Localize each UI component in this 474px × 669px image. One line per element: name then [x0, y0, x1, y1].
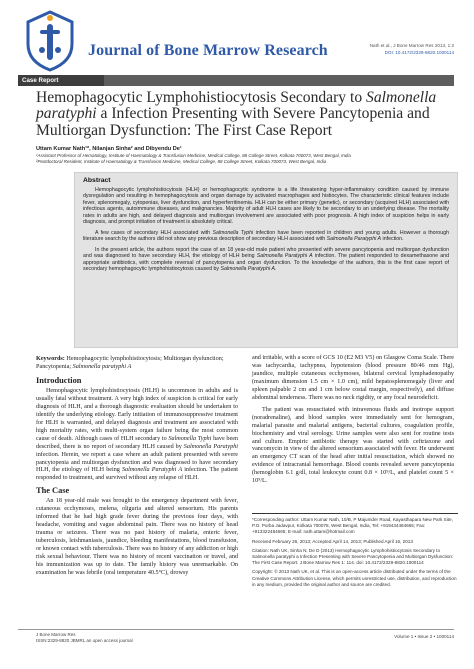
article-dates: Received February 26, 2013; Accepted April 14, 2013; Published April 16, 2013 — [252, 538, 413, 544]
copyright-notice: Copyright: © 2013 Nath UK, et al. This is an open-access article distributed under the terms of the Creative Commons Attribution License, which permits unrestricted use, distribution, and reproduction in any medium, provided the original author and source are credited. — [252, 569, 457, 587]
abstract-paragraph: Hemophagocytic lymphohistiocytosis (HLH) or hemophagocytic syndrome is a life threatening hyper-inflammatory condition caused by immune dysregulation and resulting in hemophagocytosis and organ damage by activated macrophages and histiocytes. The characteristic clinical features include fever, splenomegaly, cytopenias, liver dysfunction, and hyperferritinemia. HLH can be either primary (genetic), or secondary (acquired HLH) associated with infectious agents, autoimmune diseases, and malignancies. Majority of adult HLH cases are likely to be secondary to an underlying disease. The mortality rates in adults are high, and delayed diagnosis and multiorgan involvement are associated with poor prognosis. A high index of suspicion helps in early diagnosis, and prompt initiation of treatment is absolutely critical. — [83, 187, 449, 226]
title-part: a Infection Presenting with Severe Pancytopenia and Multiorgan Dysfunction: The First Case Report — [36, 105, 430, 139]
text-run: infection. The patient responded to dexamethasone and appropriate antibiotics, with complete reversal of pancytopenia and organ dysfunction. To the knowledge of the authors, this is the first case report of secondary hemophagocytic lymphohistiocytosis caused by — [83, 253, 449, 272]
body-paragraph: The patient was resuscitated with intravenous fluids and inotrope support (noradrenaline), and blood samples were immediately sent for hemogram, malarial parasite and malarial antigens, bacterial cultures, coagulation profile, biochemistry and viral serology. Urine samples were also sent for routine tests and culture. Empiric antibiotic therapy was started with ceftriaxone and vancomycin in view of the altered sensorium associated with fever. He underwent an emergency CT scan of the head after initial resuscitation, which showed no evidence of intracranial hemorrhage. Blood counts revealed severe pancytopenia (hemoglobin 6.1 g/dl, total leukocyte count 0.8 × 10⁹/L, and platelet count 5 × 10⁹/L. — [252, 406, 454, 485]
text-italic: Salmonella Paratyphi — [183, 443, 238, 450]
text-italic: Salmonella Typhi — [212, 229, 254, 236]
section-heading-the-case: The Case — [36, 486, 70, 496]
footer-page-info: Volume 1 • Issue 2 • 1000114 — [394, 634, 454, 639]
body-paragraph — [36, 388, 238, 483]
text-italic: Salmonella Paratyphi A — [256, 253, 313, 260]
affiliation: ²Postdoctoral Resident, Institute of Haematology & Transfusion Medicine, Medical College, 88 College Street, Kolkata 700073, West Bengal, India — [36, 159, 327, 164]
keywords-italic: Salmonella paratyphi A — [72, 363, 132, 370]
text-italic: Salmonella Paratyphi A — [121, 467, 183, 474]
divider — [252, 513, 458, 514]
footer-issn: ISSN:2329-8820 JBMRL an open access journal — [36, 638, 133, 643]
text-run: . — [274, 265, 277, 272]
text-italic: Salmonella Typhi — [168, 435, 212, 442]
keywords-text: Hemophagocytic lymphohistiocytosis; Multiorgan dysfunction; Pancytopenia; — [36, 355, 224, 370]
text-run: A few cases of secondary HLH associated with — [95, 229, 213, 236]
text-italic: Salmonella Paratyphi A — [326, 236, 382, 243]
title-italic: Salmonella paratyphi — [36, 89, 437, 123]
abstract-heading: Abstract — [83, 177, 111, 184]
journal-header — [0, 0, 474, 74]
right-column — [252, 355, 454, 490]
article-type-bar — [18, 75, 454, 86]
citation-box — [370, 42, 454, 56]
author-list: Uttam Kumar Nath¹*, Nilanjan Sinha² and Dibyendu De¹ — [36, 146, 182, 152]
footer-divider — [18, 629, 454, 630]
citation-line: Nath et al., J Bone Marrow Res 2013, 1:2 — [369, 43, 454, 48]
text-italic: Salmonella Paratyphi A — [220, 265, 275, 272]
correspondence-box — [252, 517, 458, 591]
text-run: Hemophagocytic lymphohistiocytosis (HLH) is uncommon in adults and is usually fatal without treatment. A very high index of suspicion is critical for early diagnosis of HLH, and a thorough diagnostic evaluation should be undertaken to identify the underlying etiology. Early initiation of immunosuppressive treatment for HLH is warranted, and delayed diagnosis and treatment are associated with high mortality rates, with multi-system organ failure being the most common cause of death. Although cases of HLH secondary to — [36, 387, 238, 442]
footer-journal-info — [36, 632, 133, 644]
footer-journal-name: J Bone Marrow Res — [36, 632, 76, 637]
body-paragraph: An 18 year-old male was brought to the emergency department with fever, cutaneous ecchymoses, melena, oliguria and altered sensorium. His parents informed that he had high grade fever during the previous four days, with headache, vomiting and vague abdominal pain. There was no history of head trauma or seizures. There was no past history of malaria, enteric fever, tuberculosis, leishmaniasis, jaundice, bleeding manifestations, blood transfusion, or known contact with tuberculosis. There was no history of any addiction or high risk sexual behaviour. There was no history of recent vaccination or travel, and his immunization was up to date. The family history was unremarkable. On examination he was febrile (oral temperature 40.5°C), drowsy — [36, 498, 238, 576]
affiliation: ¹Assistant Professor of Hematology, Institute of Haematology & Transfusion Medicine, Medical College, 88 College Street, Kolkata 700073, West Bengal, India — [36, 153, 351, 158]
doi-link[interactable]: DOI: 10.4172/2329-8820.1000114 — [384, 50, 454, 55]
text-run: infection. The patient responded to treatment, and survived without any relapse of HLH. — [36, 467, 238, 482]
title-part: Hemophagocytic Lymphohistiocytosis Secondary to — [36, 89, 367, 106]
section-heading-introduction: Introduction — [36, 376, 82, 385]
text-run: infection have been reported in children and young adults. However a thorough literature search by the authors did not show any previous description of secondary HLH associated with — [83, 229, 449, 243]
abstract-box — [74, 172, 458, 348]
text-run: infection. Herein, we report a case where an adult patient presented with severe pancytopenia and multiorgan dysfunction and was diagnosed to have secondary HLH, the etiology of HLH being — [36, 451, 238, 474]
text-run: have been described, there is no report of secondary HLH caused by — [36, 435, 238, 450]
abstract-paragraph — [83, 247, 449, 273]
keywords — [36, 355, 236, 371]
abstract-paragraph — [83, 230, 449, 243]
article-title — [36, 90, 466, 139]
journal-logo-icon — [18, 10, 82, 72]
left-column — [36, 375, 238, 582]
text-run: infection. — [381, 236, 404, 243]
article-citation: Citation: Nath UK, Sinha N, De D (2013) Hemophagocytic Lymphohistiocytosis Secondary to Salmonella paratyphi a Infection Presenting with Severe Pancytopenia and Multiorgan Dysfunction: The First Case Report. J Bone Marrow Res 1: 114. doi: 10.4172/2329-8820.1000114 — [252, 547, 454, 566]
keywords-label: Keywords: — [36, 355, 65, 362]
body-paragraph: and irritable, with a score of GCS 10 (E2 M3 V5) on Glasgow Coma Scale. There was tachycardia, tachypnea, hypotension (blood pressure 80/46 mm Hg), jaundice, multiple cutaneous ecchymoses, bilateral cervical lymphadenopathy (maximum dimension 1.5 cm × 1.0 cm), mild hepatosplenomegaly (liver and spleen palpable 2 cm and 1 cm below costal margin, respectively), and diffuse abdominal tenderness. There was no neck rigidity, or any focal neurodeficit. — [252, 355, 454, 401]
article-type-label: Case Report — [18, 75, 104, 86]
journal-title: Journal of Bone Marrow Research — [88, 42, 328, 59]
corresponding-author: *Corresponding author: Uttam Kumar Nath, 10/B, P Majumder Road, Kayasthapara New Park Site, P.O. Purba Jadavpur, Kolkata 700078, West Bengal, India, Tel: +919434484665; Fax: +913322484665; E-mail: nath.uttam@hotmail.com — [252, 517, 453, 535]
text-run: In the present article, the authors report the case of an 18 year-old male patient who presented with severe pancytopenia and multiorgan dysfunction and was diagnosed to have secondary HLH, the etiology of HLH being — [83, 246, 449, 260]
